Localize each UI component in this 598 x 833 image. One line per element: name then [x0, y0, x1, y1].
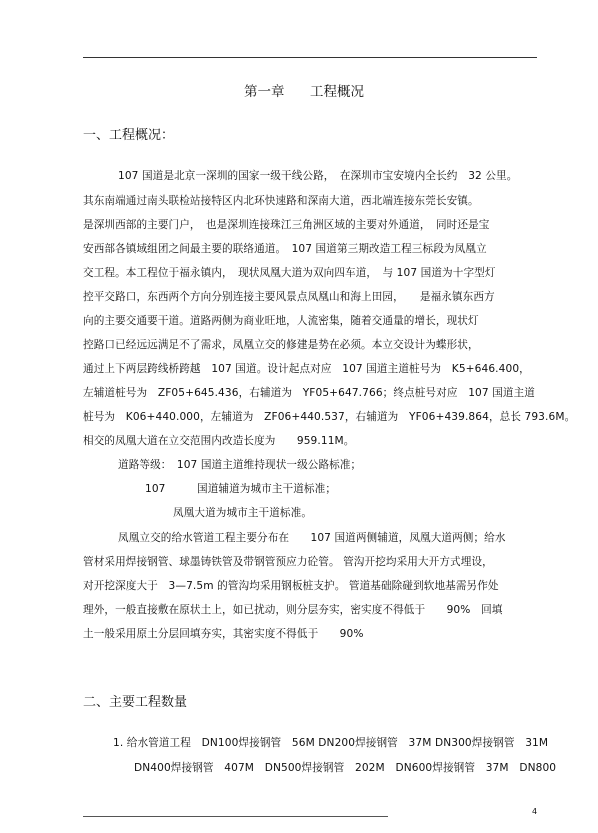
- road-grade-sub1-number: 107: [145, 483, 166, 495]
- p1-line-6: 控平交路口，东西两个方向分别连接主要风景点凤凰山和海上田园， 是福永镇东西方: [83, 291, 495, 303]
- p1-line-3: 是深圳西部的主要门户， 也是深圳连接珠江三角洲区域的主要对外通道， 同时还是宝: [83, 219, 490, 231]
- header-rule: [83, 57, 537, 58]
- p1-line-5: 交工程。本工程位于福永镇内， 现状凤凰大道为双向四车道， 与 107 国道为十字型灯: [83, 267, 496, 279]
- p1-line-1: 107 国道是北京一深圳的国家一级干线公路， 在深圳市宝安境内全长约 32 公里。: [118, 170, 518, 182]
- p1-line-11: 桩号为 K06+440.000，左辅道为 ZF06+440.537，右辅道为 YF06+439.864，总长 793.6M。: [83, 411, 576, 423]
- p2-line-4: 理外，一般直接敷在原状土上，如已扰动，则分层夯实，密实度不得低于 90% 回填: [83, 604, 503, 616]
- p1-line-7: 向的主要交通要干道。道路两侧为商业旺地，人流密集，随着交通量的增长，现状灯: [83, 315, 479, 327]
- road-grade-sub2: 凤凰大道为城市主干道标准。: [173, 507, 313, 519]
- chapter-number: 第一章: [244, 84, 285, 100]
- quantity-item-1-line-2: DN400焊接钢管 407M DN500焊接钢管 202M DN600焊接钢管 37M DN800: [134, 762, 557, 774]
- p2-line-5: 土一般采用原土分层回填夯实，其密实度不得低于 90%: [83, 628, 364, 640]
- page-number: 4: [532, 807, 538, 816]
- p1-line-9: 通过上下两层跨线桥跨越 107 国道。设计起点对应 107 国道主道桩号为 K5+646.400，: [83, 363, 530, 375]
- footer-rule: [83, 816, 388, 817]
- road-grade-line: 道路等级： 107 国道主道维持现状一级公路标准；: [118, 459, 362, 471]
- p1-line-12: 相交的凤凰大道在立交范围内改造长度为 959.11M。: [83, 435, 355, 447]
- chapter-title: 工程概况: [310, 84, 364, 100]
- p1-line-4: 安西部各镇域组团之间最主要的联络通道。 107 国道第三期改造工程三标段为凤凰立: [83, 243, 487, 255]
- section1-heading: 一、工程概况：: [83, 128, 175, 143]
- p1-line-2: 其东南端通过南头联检站接特区内北环快速路和深南大道，西北端连接东莞长安镇。: [83, 195, 479, 207]
- p1-line-8: 控路口已经远远满足不了需求，凤凰立交的修建是势在必须。本立交设计为蝶形状，: [83, 339, 479, 351]
- quantity-item-1-line-1: 1. 给水管道工程 DN100焊接钢管 56M DN200焊接钢管 37M DN300焊接钢管 31M: [113, 737, 549, 749]
- p1-line-10: 左辅道桩号为 ZF05+645.436，右辅道为 YF05+647.766；终点桩号对应 107 国道主道: [83, 387, 535, 399]
- p2-line-3: 对开挖深度大于 3—7.5m 的管沟均采用钢板桩支护。 管道基础除碰到软地基需另作处: [83, 580, 499, 592]
- p2-line-1: 凤凰立交的给水管道工程主要分布在 107 国道两侧辅道，凤凰大道两侧；给水: [118, 532, 506, 544]
- section2-heading: 二、主要工程数量: [83, 695, 188, 710]
- road-grade-sub1-text: 国道辅道为城市主干道标准；: [197, 483, 337, 495]
- p2-line-2: 管材采用焊接钢管、球墨铸铁管及带钢管预应力砼管。 管沟开挖均采用大开方式埋设，: [83, 556, 493, 568]
